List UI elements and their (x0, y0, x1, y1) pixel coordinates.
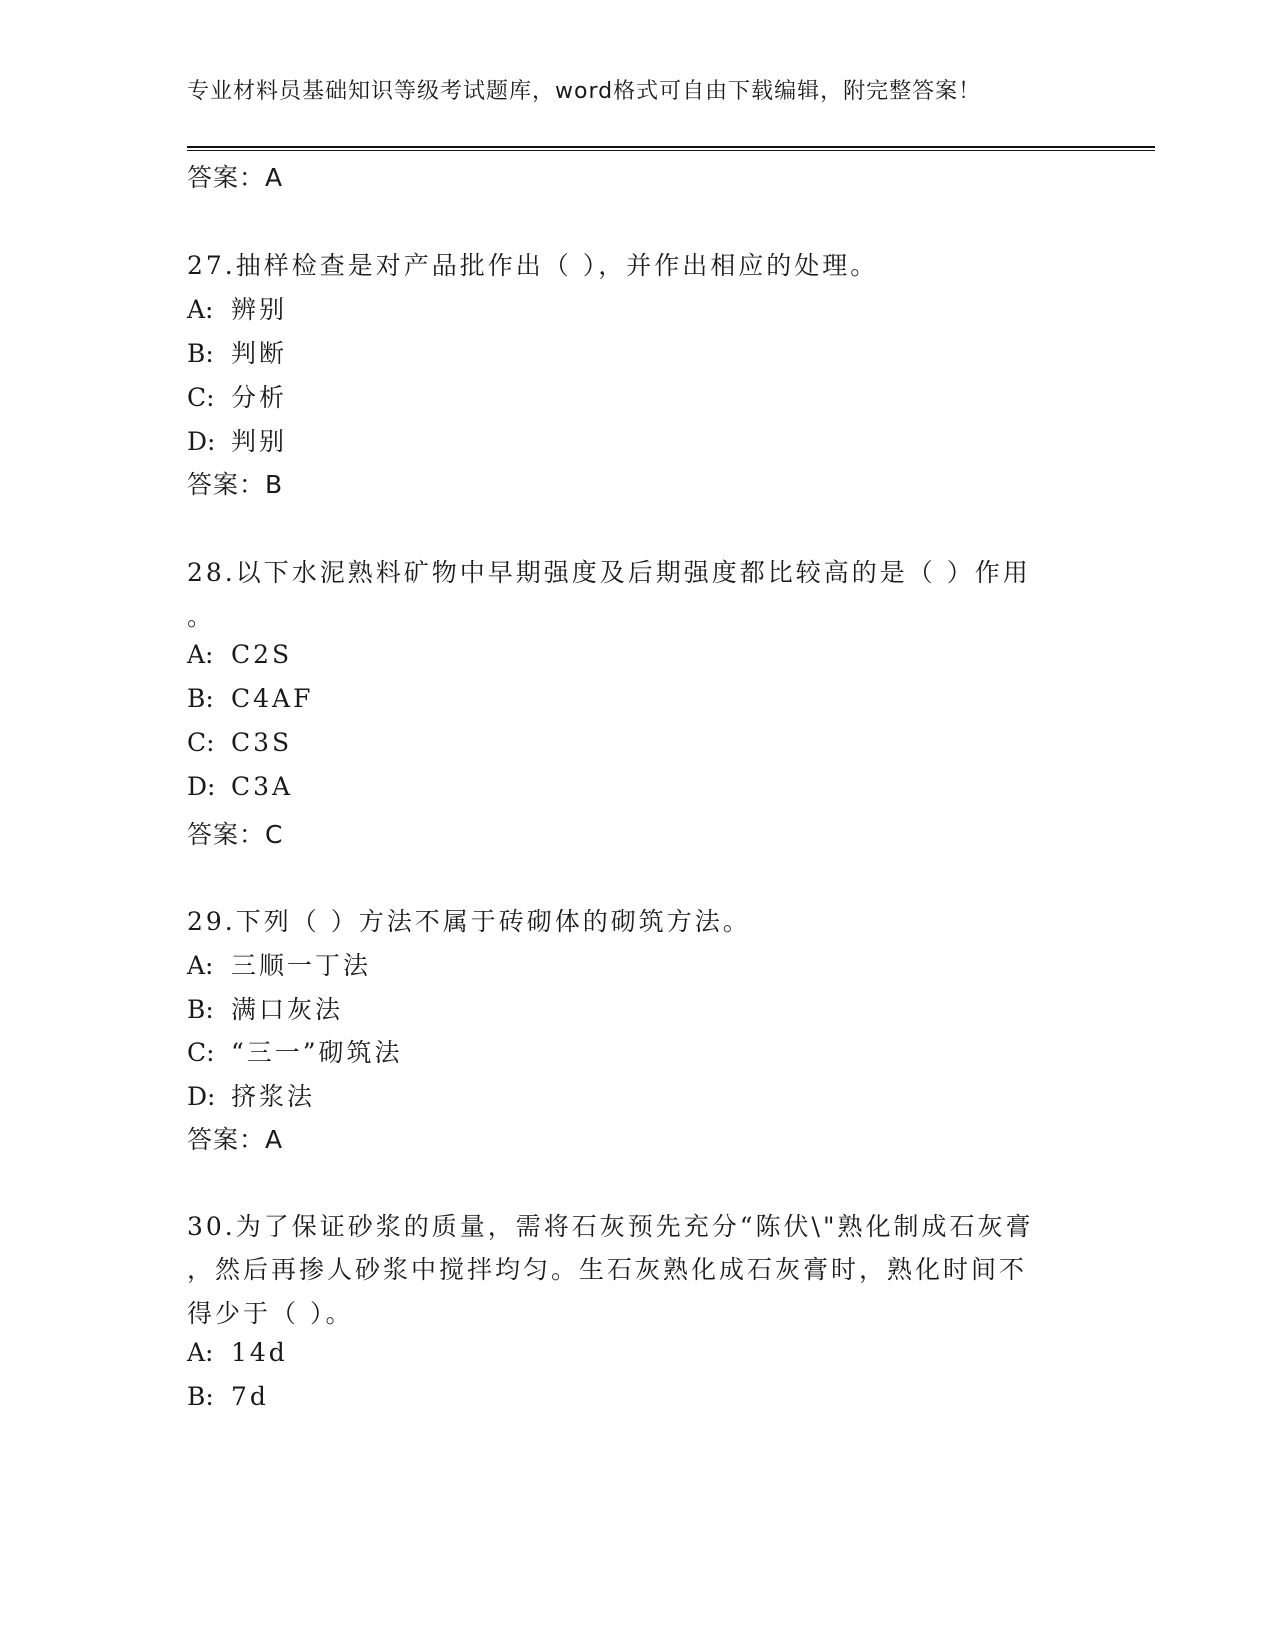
question-27-answer: 答案：B (187, 470, 284, 499)
option-label: C: (187, 728, 215, 757)
question-29-stem: 29.下列（ ）方法不属于砖砌体的砌筑方法。 (187, 907, 751, 936)
question-30-stem-line-1: 30.为了保证砂浆的质量，需将石灰预先充分“陈伏\"熟化制成石灰膏 (187, 1212, 1034, 1241)
option-text: “三一”砌筑法 (231, 1038, 403, 1067)
option-label: A: (187, 951, 214, 980)
question-28-option-b (187, 684, 313, 713)
option-text: 满口灰法 (231, 995, 344, 1024)
option-text: 三顺一丁法 (231, 951, 372, 980)
question-27-option-a (187, 290, 287, 326)
question-28-option-d (187, 772, 293, 801)
question-30-stem-line-3: 得少于（ ）。 (187, 1299, 354, 1328)
question-29-option-c (187, 1033, 403, 1069)
option-label: A: (187, 295, 214, 324)
option-text: C3A (231, 772, 294, 801)
question-29-option-d (187, 1077, 315, 1113)
option-label: A: (187, 640, 214, 669)
option-text: 14d (231, 1338, 288, 1367)
question-27-option-b (187, 334, 287, 370)
question-28-option-c (187, 728, 292, 757)
option-text: 判别 (231, 427, 288, 456)
question-28-option-a (187, 640, 292, 669)
question-29-answer: 答案：A (187, 1125, 284, 1154)
option-text: 7d (231, 1382, 269, 1411)
question-27-option-c (187, 378, 287, 414)
option-text: 辨别 (231, 295, 288, 324)
question-30-option-a (187, 1338, 288, 1367)
question-27-option-d (187, 422, 287, 458)
header-divider (187, 146, 1155, 151)
question-30-stem-line-2: ，然后再掺人砂浆中搅拌均匀。生石灰熟化成石灰膏时，熟化时间不 (187, 1255, 1028, 1284)
option-text: 挤浆法 (231, 1082, 316, 1111)
question-29-option-b (187, 990, 343, 1026)
option-label: C: (187, 383, 215, 412)
option-label: D: (187, 427, 216, 456)
option-text: 判断 (231, 339, 288, 368)
option-label: B: (187, 339, 214, 368)
question-28-stem-line-1: 28.以下水泥熟料矿物中早期强度及后期强度都比较高的是（ ）作用 (187, 558, 1031, 587)
option-label: B: (187, 995, 214, 1024)
option-label: C: (187, 1038, 215, 1067)
option-text: C2S (231, 640, 293, 669)
question-28-stem-line-2: 。 (187, 602, 216, 631)
option-label: A: (187, 1338, 214, 1367)
answer-previous: 答案：A (187, 163, 284, 192)
header-text: 专业材料员基础知识等级考试题库，word格式可自由下载编辑，附完整答案！ (187, 79, 982, 104)
question-29-option-a (187, 946, 371, 982)
option-label: B: (187, 1382, 214, 1411)
question-27-stem: 27.抽样检查是对产品批作出（ ），并作出相应的处理。 (187, 251, 879, 280)
option-label: D: (187, 1082, 216, 1111)
question-28-answer: 答案：C (187, 820, 284, 849)
option-text: C4AF (231, 684, 314, 713)
option-label: D: (187, 772, 216, 801)
option-text: C3S (231, 728, 293, 757)
question-30-option-b (187, 1382, 269, 1411)
option-text: 分析 (231, 383, 288, 412)
option-label: B: (187, 684, 214, 713)
